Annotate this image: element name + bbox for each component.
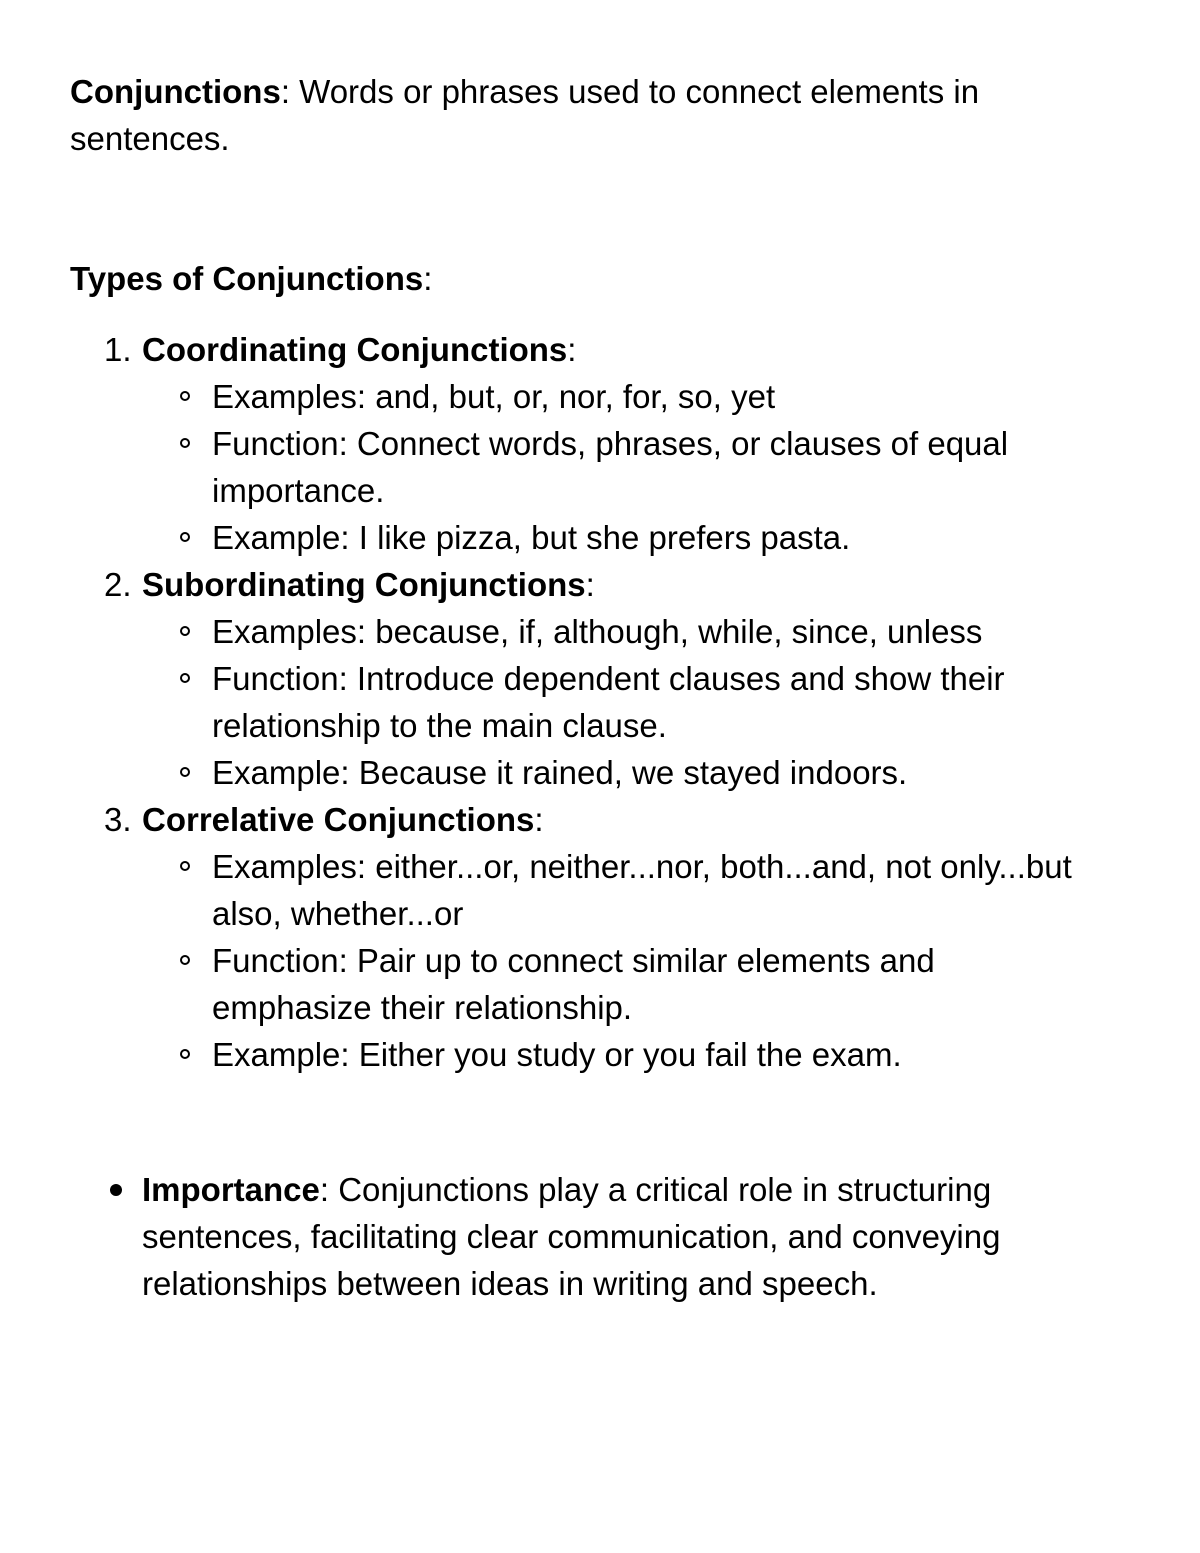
- list-item-text: Function: Introduce dependent clauses and show their relationship to the main clause.: [212, 660, 1005, 744]
- list-item: [142, 514, 1100, 561]
- type-title: Correlative Conjunctions: [142, 801, 535, 838]
- list-item-text: Examples: either...or, neither...nor, both...and, not only...but also, whether...or: [212, 848, 1072, 932]
- sub-list: [142, 843, 1100, 1078]
- list-item-text: Example: I like pizza, but she prefers pasta.: [212, 519, 851, 556]
- filled-disc-bullet-icon: [110, 1184, 122, 1196]
- list-item-text: Function: Connect words, phrases, or clauses of equal importance.: [212, 425, 1009, 509]
- intro-term: Conjunctions: [70, 73, 281, 110]
- type-item-correlative: [70, 796, 1100, 1078]
- hollow-circle-bullet-icon: [180, 955, 190, 965]
- hollow-circle-bullet-icon: [180, 391, 190, 401]
- list-item: [142, 1031, 1100, 1078]
- type-title: Subordinating Conjunctions: [142, 566, 586, 603]
- type-title-suffix: :: [534, 801, 544, 838]
- hollow-circle-bullet-icon: [180, 767, 190, 777]
- intro-definition: : Words or phrases used to connect elements in sentences.: [70, 73, 980, 157]
- list-item-text: Examples: and, but, or, nor, for, so, yet: [212, 378, 776, 415]
- types-heading-text: Types of Conjunctions: [70, 260, 424, 297]
- list-item: [142, 608, 1100, 655]
- sub-list: [142, 608, 1100, 796]
- type-title-suffix: :: [567, 331, 577, 368]
- list-item-text: Function: Pair up to connect similar elements and emphasize their relationship.: [212, 942, 935, 1026]
- importance-text: : Conjunctions play a critical role in structuring sentences, facilitating clear communication, and conveying relationships between ideas in writing and speech.: [142, 1171, 1001, 1302]
- type-item-subordinating: [70, 561, 1100, 796]
- importance-term: Importance: [142, 1171, 320, 1208]
- types-heading-suffix: :: [423, 260, 433, 297]
- hollow-circle-bullet-icon: [180, 1049, 190, 1059]
- list-item-text: Examples: because, if, although, while, since, unless: [212, 613, 983, 650]
- list-item-text: Example: Because it rained, we stayed indoors.: [212, 754, 908, 791]
- hollow-circle-bullet-icon: [180, 626, 190, 636]
- hollow-circle-bullet-icon: [180, 532, 190, 542]
- list-item: [142, 937, 1100, 1031]
- list-item: [142, 655, 1100, 749]
- sub-list: [142, 373, 1100, 561]
- type-number: 2.: [104, 566, 132, 603]
- list-item: [142, 843, 1100, 937]
- type-number: 3.: [104, 801, 132, 838]
- importance-item: [70, 1166, 1070, 1307]
- list-item: [142, 373, 1100, 420]
- type-item-coordinating: [70, 326, 1100, 561]
- hollow-circle-bullet-icon: [180, 861, 190, 871]
- hollow-circle-bullet-icon: [180, 673, 190, 683]
- importance-list: [70, 1166, 1070, 1307]
- list-item-text: Example: Either you study or you fail the exam.: [212, 1036, 902, 1073]
- types-list: [70, 326, 1100, 1078]
- hollow-circle-bullet-icon: [180, 438, 190, 448]
- list-item: [142, 749, 1100, 796]
- type-title-suffix: :: [585, 566, 595, 603]
- list-item: [142, 420, 1100, 514]
- intro-paragraph: [70, 68, 1090, 162]
- types-heading: [70, 255, 432, 302]
- type-number: 1.: [104, 331, 132, 368]
- type-title: Coordinating Conjunctions: [142, 331, 568, 368]
